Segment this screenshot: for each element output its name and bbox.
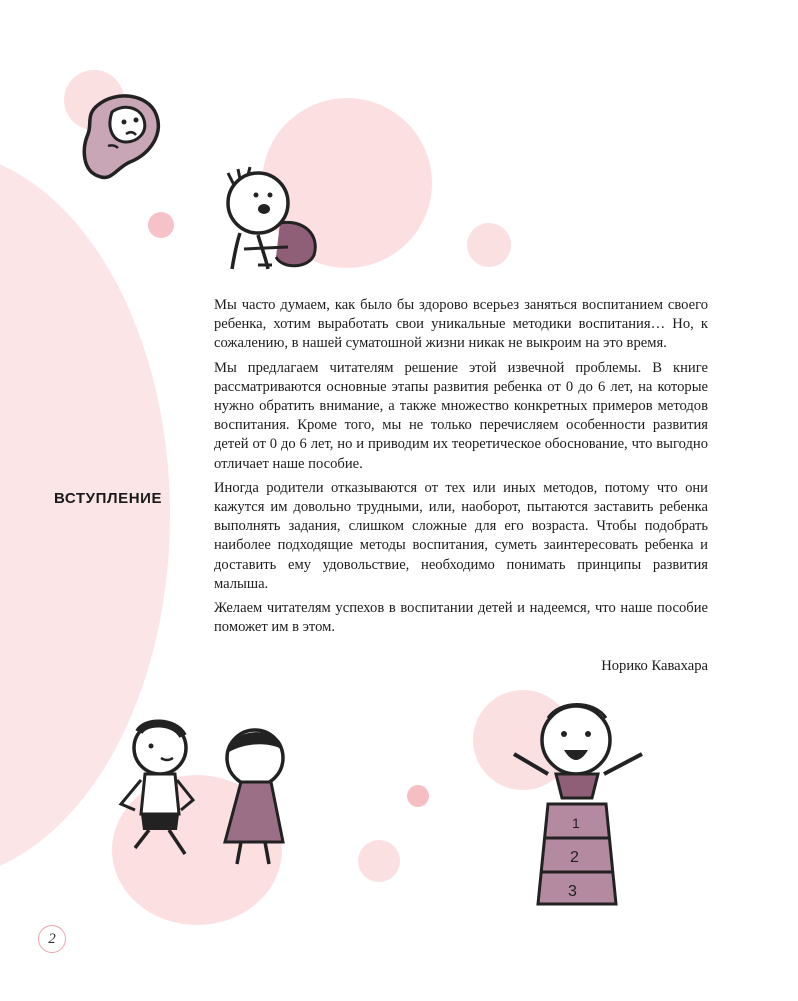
baby-illustration: [78, 90, 170, 190]
author-signature: Норико Кавахара: [601, 658, 708, 674]
paragraph: Желаем читателям успехов в воспитании детей и надеемся, что наше пособие поможет им в этом.: [214, 600, 708, 636]
child-on-podium-illustration: [508, 692, 648, 914]
two-children-illustration: [105, 718, 305, 868]
decor-dot: [407, 785, 429, 807]
child-sitting-illustration: [218, 165, 324, 277]
page-number: 2: [38, 925, 66, 953]
podium-step-2: 2: [570, 849, 579, 866]
paragraph: Мы предлагаем читателям решение этой извечной проблемы. В книге рассматриваются основные этапы развития ребенка от 0 до 6 лет, на которые нужно обратить внимание, а также множество конкретных примеров методов воспитания. Кроме того, мы не только перечисляем особенности развития детей от 0 до 6 лет, но и приводим их теоретическое обоснование, что выгодно отличает наше пособие.: [214, 359, 708, 472]
podium-step-1: 1: [572, 815, 580, 831]
paragraph: Мы часто думаем, как было бы здорово всерьез заняться воспитанием своего ребенка, хотим выработать свои уникальные методики воспитания… Но, к сожалению, в нашей суматошной жизни никак не выкроим на это время.: [214, 297, 708, 352]
podium-step-3: 3: [568, 883, 577, 900]
decor-circle: [467, 223, 511, 267]
decor-dot: [148, 212, 174, 238]
section-title: ВСТУПЛЕНИЕ: [54, 490, 163, 507]
paragraph: Иногда родители отказываются от тех или иных методов, потому что они кажутся им довольно трудными, или, наоборот, пытаются заставить ребенка выполнять задания, слишком сложные для его возраста. Чтобы подобрать наиболее подходящие методы воспитания, суметь заинтересовать ребенка и доставить ему удовольствие, необходимо понимать принципы развития малыша.: [214, 479, 708, 592]
intro-body: [214, 296, 708, 642]
decor-circle: [358, 840, 400, 882]
